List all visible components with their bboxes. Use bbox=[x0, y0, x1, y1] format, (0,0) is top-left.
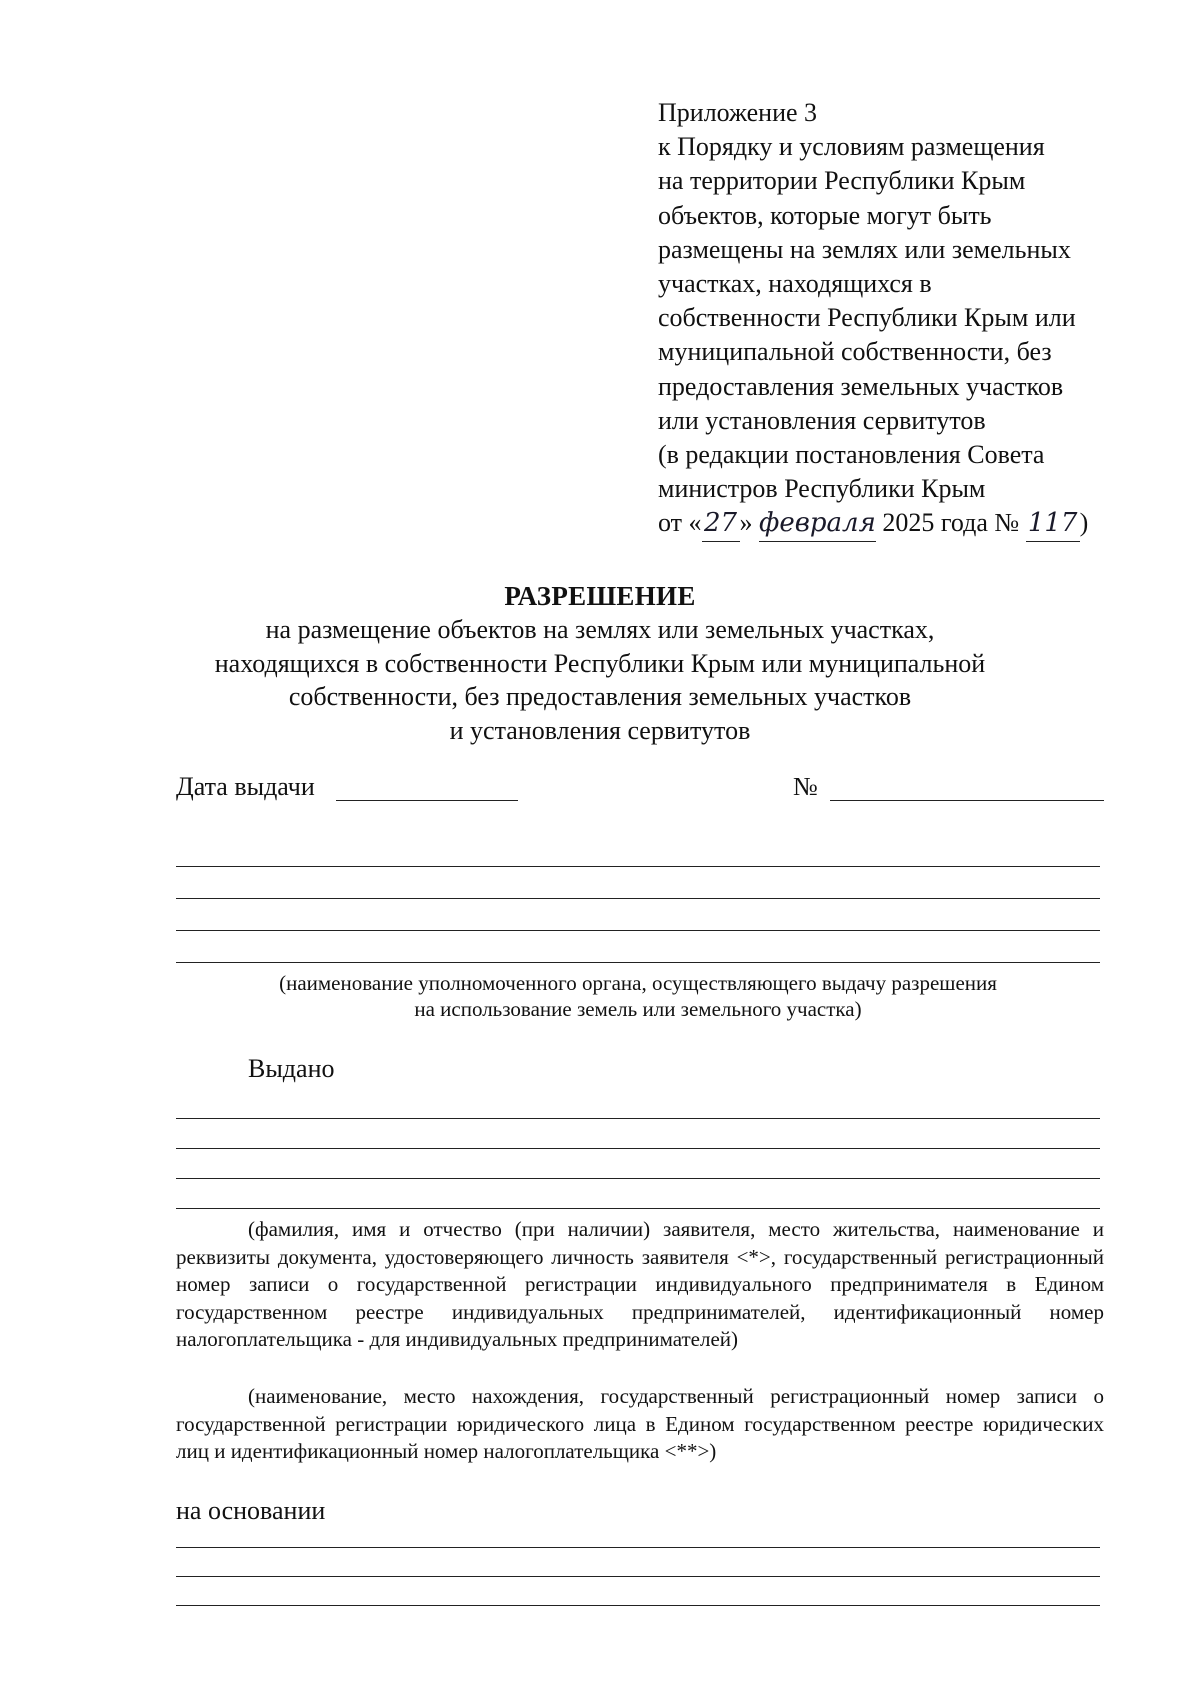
permit-number-blank[interactable] bbox=[830, 800, 1104, 801]
handwritten-number: 117 bbox=[1026, 506, 1080, 541]
authority-caption bbox=[176, 970, 1100, 1022]
date-suffix: ) bbox=[1079, 508, 1089, 538]
resolution-date-line bbox=[658, 506, 1178, 541]
appendix-line: собственности Республики Крым или bbox=[658, 303, 1076, 333]
issue-date-label: Дата выдачи bbox=[176, 772, 315, 801]
basis-label: на основании bbox=[176, 1496, 326, 1525]
appendix-block bbox=[658, 96, 1178, 542]
legal-entity-caption-text: (наименование, место нахождения, государственный регистрационный номер записи о государственной регистрации юридического лица в Едином государственном реестре юридических лиц и идентификационный номер налогоплательщика <**>) bbox=[176, 1384, 1104, 1464]
caption-line: на использование земель или земельного участка) bbox=[414, 997, 862, 1021]
document-title: РАЗРЕШЕНИЕ bbox=[504, 581, 696, 611]
subtitle-line: собственности, без предоставления земельных участков bbox=[288, 682, 912, 711]
applicant-caption-text: (фамилия, имя и отчество (при наличии) заявителя, место жительства, наименование и реквизиты документа, удостоверяющего личность заявителя <*>, государственный регистрационный номер записи о государственной регистрации индивидуального предпринимателя в Едином государственном реестре индивидуальных предпринимателей, идентификационный номер налогоплательщика - для индивидуальных предпринимателей) bbox=[176, 1217, 1104, 1352]
applicant-blank-line[interactable] bbox=[176, 1208, 1100, 1209]
appendix-line: Приложение 3 bbox=[658, 98, 818, 127]
date-year: 2025 года № bbox=[875, 508, 1026, 538]
appendix-line: муниципальной собственности, без bbox=[658, 337, 1052, 367]
appendix-line: предоставления земельных участков bbox=[658, 371, 1064, 401]
authority-blank-line[interactable] bbox=[176, 898, 1100, 899]
handwritten-day: 27 bbox=[702, 506, 740, 541]
issued-to-label: Выдано bbox=[248, 1054, 335, 1083]
appendix-line: участках, находящихся в bbox=[658, 269, 932, 299]
date-quote-close: » bbox=[739, 508, 760, 538]
appendix-line: размещены на землях или земельных bbox=[658, 234, 1071, 264]
basis-blank-line[interactable] bbox=[176, 1605, 1100, 1606]
applicant-blank-line[interactable] bbox=[176, 1118, 1100, 1119]
appendix-line: (в редакции постановления Совета bbox=[658, 440, 1045, 470]
basis-blank-line[interactable] bbox=[176, 1576, 1100, 1577]
caption-line: (наименование уполномоченного органа, осуществляющего выдачу разрешения bbox=[279, 971, 997, 995]
appendix-line: объектов, которые могут быть bbox=[658, 200, 992, 230]
appendix-line: к Порядку и условиям размещения bbox=[658, 132, 1045, 162]
subtitle-line: на размещение объектов на землях или земельных участках, bbox=[265, 615, 935, 644]
appendix-line: на территории Республики Крым bbox=[658, 166, 1026, 196]
subtitle-line: и установления сервитутов bbox=[449, 715, 751, 745]
applicant-blank-line[interactable] bbox=[176, 1178, 1100, 1179]
document-subtitle bbox=[140, 613, 1060, 747]
authority-blank-line[interactable] bbox=[176, 866, 1100, 867]
appendix-line: или установления сервитутов bbox=[658, 405, 986, 435]
appendix-line: министров Республики Крым bbox=[658, 474, 986, 504]
date-prefix: от « bbox=[658, 508, 702, 538]
subtitle-line: находящихся в собственности Республики Крым или муниципальной bbox=[214, 648, 986, 678]
authority-blank-line[interactable] bbox=[176, 962, 1100, 963]
applicant-blank-line[interactable] bbox=[176, 1148, 1100, 1149]
handwritten-month: февраля bbox=[759, 506, 876, 541]
permit-number-label: № bbox=[793, 772, 818, 801]
legal-entity-caption bbox=[176, 1383, 1104, 1466]
authority-blank-line[interactable] bbox=[176, 930, 1100, 931]
issue-date-blank[interactable] bbox=[336, 800, 518, 801]
basis-blank-line[interactable] bbox=[176, 1547, 1100, 1548]
applicant-caption bbox=[176, 1216, 1104, 1354]
